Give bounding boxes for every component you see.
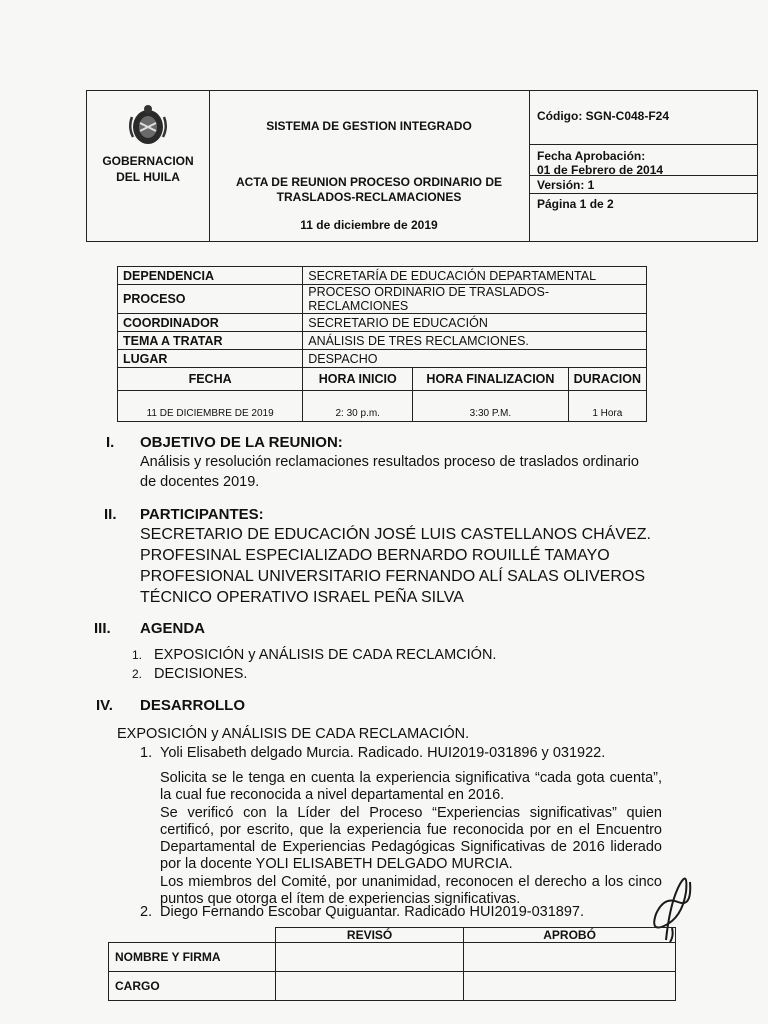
document-title (209, 175, 529, 205)
table-cell: 11 DE DICIEMBRE DE 2019 (118, 391, 303, 422)
text-line: de docentes 2019. (140, 474, 260, 490)
list-item: TÉCNICO OPERATIVO ISRAEL PEÑA SILVA (140, 589, 464, 606)
info-value: SECRETARÍA DE EDUCACIÓN DEPARTAMENTAL (303, 267, 647, 285)
section-title: DESARROLLO (140, 697, 245, 714)
table-row (118, 350, 647, 368)
org-line-2: DEL HUILA (116, 170, 180, 184)
meeting-info-table (117, 266, 647, 422)
approval-label: Fecha Aprobación: (537, 149, 646, 163)
section-number: II. (104, 506, 117, 523)
table-row (118, 267, 647, 285)
item-title: Yoli Elisabeth delgado Murcia. Radicado. HUI2019-031896 y 031922. (160, 745, 606, 761)
approval-table (108, 927, 676, 1001)
page-number: Página 1 de 2 (537, 197, 614, 211)
list-item (132, 646, 496, 665)
table-cell (276, 943, 464, 972)
list-number: 1. (132, 648, 143, 662)
doc-title-line-2: TRASLADOS-RECLAMACIONES (276, 190, 462, 204)
system-name: SISTEMA DE GESTION INTEGRADO (266, 119, 472, 133)
list-item: PROFESIONAL UNIVERSITARIO FERNANDO ALÍ SALAS OLIVEROS (140, 568, 646, 585)
column-header: DURACION (568, 368, 646, 391)
column-header: HORA FINALIZACION (413, 368, 568, 391)
table-row (109, 943, 676, 972)
section-title: OBJETIVO DE LA REUNION: (140, 434, 343, 451)
paragraph: Se verificó con la Líder del Proceso “Experiencias significativas” quien certificó, por escrito, que la experiencia fue reconocida por en el Encuentro Departamental de Experiencias Pedagógicas Significativas de 2016 liderado por la docente YOLI ELISABETH DELGADO MURCIA. (160, 804, 662, 873)
participants-list (140, 524, 651, 608)
objective-text (140, 452, 680, 492)
section-subtitle: EXPOSICIÓN y ANÁLISIS DE CADA RECLAMACIÓN. (117, 726, 470, 742)
column-header: REVISÓ (276, 928, 464, 943)
column-header: APROBÓ (464, 928, 676, 943)
document-code: Código: SGN-C048-F24 (537, 109, 670, 123)
list-number: 2. (132, 667, 143, 681)
info-key: LUGAR (118, 350, 303, 368)
table-cell (109, 928, 276, 943)
agenda-list (132, 646, 496, 684)
item-number: 2. (140, 904, 153, 920)
info-value: PROCESO ORDINARIO DE TRASLADOS-RECLAMCIONES (303, 285, 647, 314)
info-key: PROCESO (118, 285, 303, 314)
table-cell: 1 Hora (568, 391, 646, 422)
item-title: Diego Fernando Escobar Quiguantar. Radicado HUI2019-031897. (160, 904, 584, 920)
section-title: AGENDA (140, 620, 206, 637)
version: Versión: 1 (537, 178, 595, 192)
paragraph: Solicita se le tenga en cuenta la experiencia significativa “cada gota cuenta”, la cual fue reconocida a nivel departamental en 2016. (160, 770, 662, 804)
info-key: DEPENDENCIA (118, 267, 303, 285)
doc-title-line-1: ACTA DE REUNION PROCESO ORDINARIO DE (235, 175, 502, 189)
table-header-row (118, 368, 647, 391)
list-text: EXPOSICIÓN y ANÁLISIS DE CADA RECLAMCIÓN. (154, 647, 497, 663)
table-cell (464, 943, 676, 972)
section-number: I. (106, 434, 115, 451)
column-header: FECHA (118, 368, 303, 391)
table-row (118, 332, 647, 350)
document-header (86, 90, 758, 242)
section-number: IV. (96, 697, 113, 714)
org-line-1: GOBERNACION (102, 154, 194, 168)
paragraph: Los miembros del Comité, por unanimidad, reconocen el derecho a los cinco puntos que otorga el ítem de experiencias significativas. (160, 873, 662, 908)
column-header: HORA INICIO (303, 368, 413, 391)
coat-of-arms-icon (127, 103, 169, 147)
list-item (132, 665, 496, 684)
info-value: SECRETARIO DE EDUCACIÓN (303, 314, 647, 332)
table-row (109, 972, 676, 1001)
list-text: DECISIONES. (154, 666, 248, 682)
approval-date: 01 de Febrero de 2014 (537, 163, 664, 177)
table-header-row (109, 928, 676, 943)
table-row (118, 314, 647, 332)
table-cell: 2: 30 p.m. (303, 391, 413, 422)
org-name (97, 153, 199, 185)
table-cell: 3:30 P.M. (413, 391, 568, 422)
list-item: SECRETARIO DE EDUCACIÓN JOSÉ LUIS CASTELLANOS CHÁVEZ. (140, 526, 651, 543)
section-number: III. (94, 620, 111, 637)
table-cell (276, 972, 464, 1001)
info-value: ANÁLISIS DE TRES RECLAMCIONES. (303, 332, 647, 350)
info-key: COORDINADOR (118, 314, 303, 332)
info-key: TEMA A TRATAR (118, 332, 303, 350)
table-cell (464, 972, 676, 1001)
row-label: CARGO (109, 972, 276, 1001)
table-row (118, 391, 647, 422)
row-label: NOMBRE Y FIRMA (109, 943, 276, 972)
info-value: DESPACHO (303, 350, 647, 368)
section-title: PARTICIPANTES: (140, 506, 264, 523)
table-row (118, 285, 647, 314)
list-item: PROFESINAL ESPECIALIZADO BERNARDO ROUILLÉ TAMAYO (140, 547, 610, 564)
item-description (160, 770, 662, 908)
text-line: Análisis y resolución reclamaciones resultados proceso de traslados ordinario (140, 454, 639, 470)
document-date: 11 de diciembre de 2019 (300, 218, 438, 232)
item-number: 1. (140, 745, 153, 761)
